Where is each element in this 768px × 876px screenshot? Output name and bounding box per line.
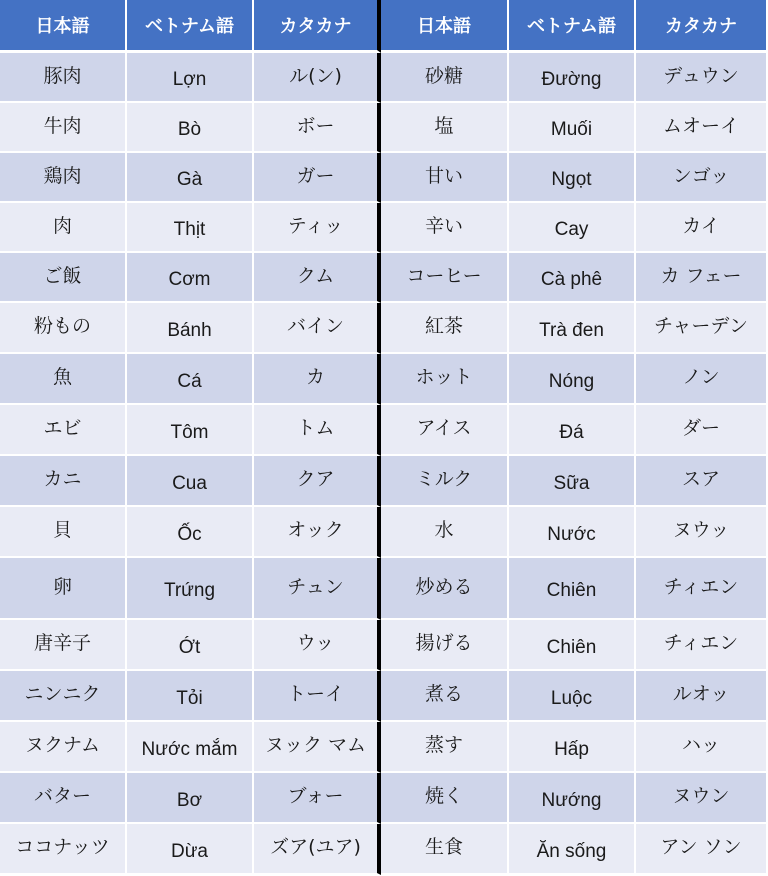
table-body	[0, 53, 768, 875]
japanese-cell: 生食	[381, 824, 509, 875]
vietnamese-cell: Bánh	[127, 303, 254, 354]
katakana-cell: オック	[254, 507, 381, 558]
table-row	[0, 773, 768, 824]
table-row	[0, 824, 768, 875]
vietnamese-cell: Chiên	[509, 620, 636, 671]
katakana-cell: ティッ	[254, 203, 381, 253]
vietnamese-cell: Chiên	[509, 558, 636, 620]
katakana-cell: スア	[636, 456, 768, 507]
katakana-cell: ハッ	[636, 722, 768, 773]
japanese-cell: 卵	[0, 558, 127, 620]
japanese-cell: ヌクナム	[0, 722, 127, 773]
katakana-cell: ボー	[254, 103, 381, 153]
table-row	[0, 405, 768, 456]
japanese-cell: 貝	[0, 507, 127, 558]
vietnamese-cell: Bơ	[127, 773, 254, 824]
table-row	[0, 620, 768, 671]
katakana-cell: ンゴッ	[636, 153, 768, 203]
header-row	[0, 0, 768, 53]
japanese-cell: 炒める	[381, 558, 509, 620]
vietnamese-cell: Bò	[127, 103, 254, 153]
vietnamese-cell: Nóng	[509, 354, 636, 405]
vietnamese-cell: Ớt	[127, 620, 254, 671]
japanese-cell: ホット	[381, 354, 509, 405]
table-row	[0, 722, 768, 773]
header-vietnamese: ベトナム語	[127, 0, 254, 53]
vietnamese-cell: Đá	[509, 405, 636, 456]
header-vietnamese: ベトナム語	[509, 0, 636, 53]
header-katakana: カタカナ	[254, 0, 381, 53]
vietnamese-cell: Cua	[127, 456, 254, 507]
japanese-cell: 辛い	[381, 203, 509, 253]
japanese-cell: 蒸す	[381, 722, 509, 773]
katakana-cell: ヌウッ	[636, 507, 768, 558]
table-row	[0, 203, 768, 253]
katakana-cell: ウッ	[254, 620, 381, 671]
katakana-cell: ルオッ	[636, 671, 768, 722]
katakana-cell: チィエン	[636, 558, 768, 620]
vietnamese-cell: Dừa	[127, 824, 254, 875]
vietnamese-cell: Ngọt	[509, 153, 636, 203]
japanese-cell: 砂糖	[381, 53, 509, 103]
japanese-cell: コーヒー	[381, 253, 509, 303]
table-row	[0, 153, 768, 203]
japanese-cell: ご飯	[0, 253, 127, 303]
katakana-cell: カ フェー	[636, 253, 768, 303]
katakana-cell: クア	[254, 456, 381, 507]
japanese-cell: ミルク	[381, 456, 509, 507]
katakana-cell: ガー	[254, 153, 381, 203]
japanese-cell: 煮る	[381, 671, 509, 722]
table-row	[0, 558, 768, 620]
table-row	[0, 354, 768, 405]
table-row	[0, 456, 768, 507]
japanese-cell: カニ	[0, 456, 127, 507]
katakana-cell: デュウン	[636, 53, 768, 103]
japanese-cell: ココナッツ	[0, 824, 127, 875]
katakana-cell: チュン	[254, 558, 381, 620]
katakana-cell: ル(ン)	[254, 53, 381, 103]
header-japanese: 日本語	[0, 0, 127, 53]
header-japanese: 日本語	[381, 0, 509, 53]
vietnamese-cell: Lợn	[127, 53, 254, 103]
vietnamese-cell: Cá	[127, 354, 254, 405]
vietnamese-cell: Cơm	[127, 253, 254, 303]
vietnamese-cell: Tỏi	[127, 671, 254, 722]
katakana-cell: ムオーイ	[636, 103, 768, 153]
katakana-cell: ダー	[636, 405, 768, 456]
japanese-cell: 豚肉	[0, 53, 127, 103]
katakana-cell: バイン	[254, 303, 381, 354]
japanese-cell: 肉	[0, 203, 127, 253]
japanese-cell: 粉もの	[0, 303, 127, 354]
japanese-cell: バター	[0, 773, 127, 824]
table-row	[0, 303, 768, 354]
vietnamese-cell: Trứng	[127, 558, 254, 620]
japanese-cell: 塩	[381, 103, 509, 153]
katakana-cell: アン ソン	[636, 824, 768, 875]
vietnamese-cell: Hấp	[509, 722, 636, 773]
vietnamese-cell: Thịt	[127, 203, 254, 253]
katakana-cell: ノン	[636, 354, 768, 405]
japanese-cell: 揚げる	[381, 620, 509, 671]
vietnamese-cell: Đường	[509, 53, 636, 103]
vietnamese-cell: Nướng	[509, 773, 636, 824]
japanese-cell: アイス	[381, 405, 509, 456]
vietnamese-cell: Sữa	[509, 456, 636, 507]
header-katakana: カタカナ	[636, 0, 768, 53]
katakana-cell: ズア(ユア)	[254, 824, 381, 875]
vietnamese-cell: Gà	[127, 153, 254, 203]
vietnamese-cell: Nước	[509, 507, 636, 558]
katakana-cell: カ	[254, 354, 381, 405]
japanese-cell: 牛肉	[0, 103, 127, 153]
table-row	[0, 507, 768, 558]
table-row	[0, 53, 768, 103]
japanese-cell: 魚	[0, 354, 127, 405]
vietnamese-cell: Muối	[509, 103, 636, 153]
vietnamese-cell: Trà đen	[509, 303, 636, 354]
japanese-cell: 水	[381, 507, 509, 558]
katakana-cell: トーイ	[254, 671, 381, 722]
japanese-cell: 紅茶	[381, 303, 509, 354]
table-row	[0, 253, 768, 303]
katakana-cell: チャーデン	[636, 303, 768, 354]
vietnamese-cell: Ốc	[127, 507, 254, 558]
japanese-cell: 甘い	[381, 153, 509, 203]
katakana-cell: カイ	[636, 203, 768, 253]
japanese-cell: エビ	[0, 405, 127, 456]
table-row	[0, 671, 768, 722]
vietnamese-cell: Cà phê	[509, 253, 636, 303]
vietnamese-cell: Ăn sống	[509, 824, 636, 875]
vietnamese-cell: Nước mắm	[127, 722, 254, 773]
katakana-cell: ヌック マム	[254, 722, 381, 773]
vietnamese-cell: Tôm	[127, 405, 254, 456]
japanese-cell: ニンニク	[0, 671, 127, 722]
katakana-cell: トム	[254, 405, 381, 456]
katakana-cell: ヌウン	[636, 773, 768, 824]
katakana-cell: ブォー	[254, 773, 381, 824]
katakana-cell: クム	[254, 253, 381, 303]
japanese-cell: 唐辛子	[0, 620, 127, 671]
japanese-cell: 鶏肉	[0, 153, 127, 203]
table-row	[0, 103, 768, 153]
japanese-cell: 焼く	[381, 773, 509, 824]
katakana-cell: チィエン	[636, 620, 768, 671]
vietnamese-cell: Cay	[509, 203, 636, 253]
vietnamese-cell: Luộc	[509, 671, 636, 722]
